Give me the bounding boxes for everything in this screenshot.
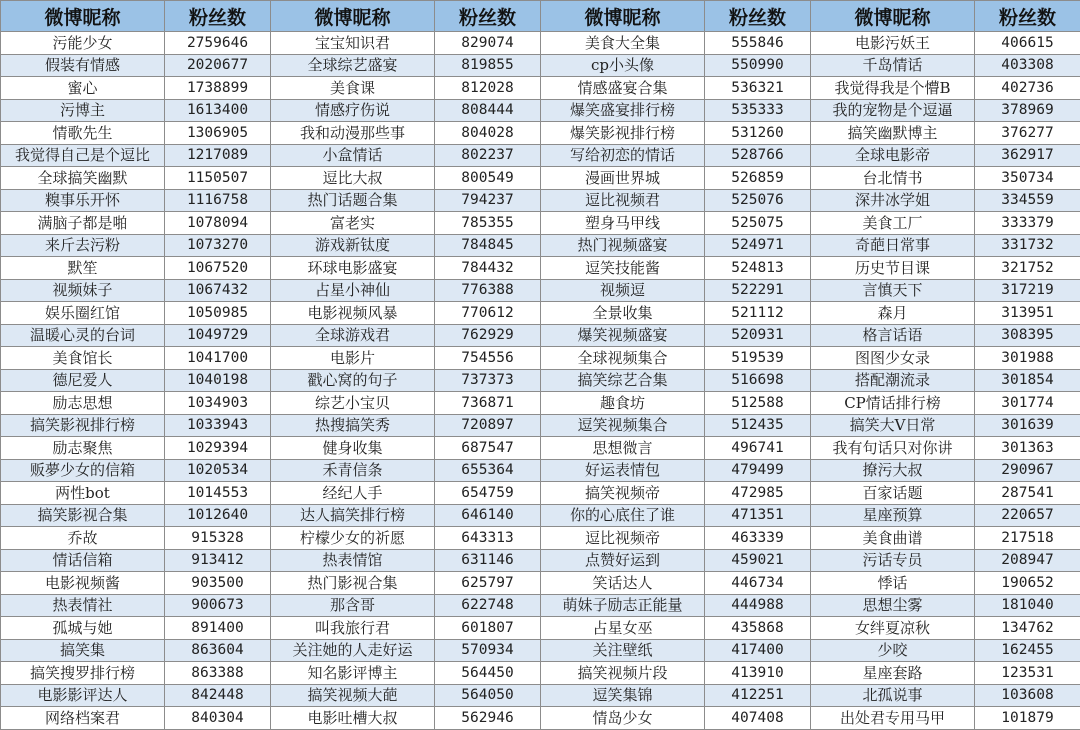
nickname-cell: 好运表情包 <box>541 459 705 482</box>
follower-count-cell: 564450 <box>435 662 541 685</box>
nickname-cell: 热门视频盛宴 <box>541 234 705 257</box>
follower-count-cell: 903500 <box>165 572 271 595</box>
header-followers: 粉丝数 <box>705 1 811 32</box>
follower-count-cell: 535333 <box>705 99 811 122</box>
follower-count-cell: 687547 <box>435 437 541 460</box>
follower-count-cell: 555846 <box>705 32 811 55</box>
nickname-cell: 撩污大叔 <box>811 459 975 482</box>
follower-count-cell: 444988 <box>705 594 811 617</box>
nickname-cell: 情话信箱 <box>1 549 165 572</box>
follower-count-cell: 785355 <box>435 212 541 235</box>
follower-count-cell: 2020677 <box>165 54 271 77</box>
follower-count-cell: 1067432 <box>165 279 271 302</box>
nickname-cell: 搞笑综艺合集 <box>541 369 705 392</box>
follower-count-cell: 646140 <box>435 504 541 527</box>
nickname-cell: 默笙 <box>1 257 165 280</box>
follower-count-cell: 754556 <box>435 347 541 370</box>
follower-count-cell: 406615 <box>975 32 1080 55</box>
nickname-cell: 占星小神仙 <box>271 279 435 302</box>
follower-count-cell: 842448 <box>165 684 271 707</box>
table-row <box>1 122 1080 145</box>
nickname-cell: 叫我旅行君 <box>271 617 435 640</box>
follower-count-cell: 334559 <box>975 189 1080 212</box>
follower-count-cell: 1306905 <box>165 122 271 145</box>
nickname-cell: 搭配潮流录 <box>811 369 975 392</box>
nickname-cell: 知名影评博主 <box>271 662 435 685</box>
nickname-cell: 励志聚焦 <box>1 437 165 460</box>
nickname-cell: 我的宠物是个逗逼 <box>811 99 975 122</box>
follower-count-cell: 564050 <box>435 684 541 707</box>
follower-count-cell: 525076 <box>705 189 811 212</box>
table-row <box>1 549 1080 572</box>
follower-count-cell: 863388 <box>165 662 271 685</box>
table-row <box>1 77 1080 100</box>
nickname-cell: 全球综艺盛宴 <box>271 54 435 77</box>
nickname-cell: 美食课 <box>271 77 435 100</box>
nickname-cell: 占星女巫 <box>541 617 705 640</box>
follower-count-cell: 770612 <box>435 302 541 325</box>
follower-count-cell: 562946 <box>435 707 541 730</box>
nickname-cell: 糗事乐开怀 <box>1 189 165 212</box>
follower-count-cell: 737373 <box>435 369 541 392</box>
follower-count-cell: 776388 <box>435 279 541 302</box>
follower-count-cell: 528766 <box>705 144 811 167</box>
follower-count-cell: 333379 <box>975 212 1080 235</box>
table-body <box>1 32 1080 730</box>
follower-count-cell: 720897 <box>435 414 541 437</box>
nickname-cell: 来斤去污粉 <box>1 234 165 257</box>
follower-count-cell: 1050985 <box>165 302 271 325</box>
follower-count-cell: 570934 <box>435 639 541 662</box>
nickname-cell: 全球电影帝 <box>811 144 975 167</box>
follower-count-cell: 407408 <box>705 707 811 730</box>
follower-count-cell: 808444 <box>435 99 541 122</box>
nickname-cell: CP情话排行榜 <box>811 392 975 415</box>
follower-count-cell: 1029394 <box>165 437 271 460</box>
table-row <box>1 99 1080 122</box>
follower-count-cell: 736871 <box>435 392 541 415</box>
nickname-cell: 全球视频集合 <box>541 347 705 370</box>
follower-count-cell: 812028 <box>435 77 541 100</box>
nickname-cell: 女绊夏凉秋 <box>811 617 975 640</box>
nickname-cell: 逗笑集锦 <box>541 684 705 707</box>
nickname-cell: 出处君专用马甲 <box>811 707 975 730</box>
nickname-cell: 那含哥 <box>271 594 435 617</box>
nickname-cell: 温暖心灵的台词 <box>1 324 165 347</box>
nickname-cell: 塑身马甲线 <box>541 212 705 235</box>
nickname-cell: 宝宝知识君 <box>271 32 435 55</box>
nickname-cell: 我有句话只对你讲 <box>811 437 975 460</box>
nickname-cell: 经纪人手 <box>271 482 435 505</box>
nickname-cell: 搞笑大V日常 <box>811 414 975 437</box>
nickname-cell: 满脑子都是啪 <box>1 212 165 235</box>
table-row <box>1 504 1080 527</box>
nickname-cell: 萌妹子励志正能量 <box>541 594 705 617</box>
follower-count-cell: 819855 <box>435 54 541 77</box>
table-row <box>1 437 1080 460</box>
nickname-cell: 热搜搞笑秀 <box>271 414 435 437</box>
follower-count-cell: 435868 <box>705 617 811 640</box>
header-nickname: 微博昵称 <box>1 1 165 32</box>
table-row <box>1 234 1080 257</box>
nickname-cell: 电影片 <box>271 347 435 370</box>
nickname-cell: 贩夢少女的信箱 <box>1 459 165 482</box>
follower-count-cell: 512435 <box>705 414 811 437</box>
nickname-cell: 全球游戏君 <box>271 324 435 347</box>
follower-count-cell: 412251 <box>705 684 811 707</box>
nickname-cell: 美食工厂 <box>811 212 975 235</box>
follower-count-cell: 524813 <box>705 257 811 280</box>
follower-count-cell: 512588 <box>705 392 811 415</box>
follower-count-cell: 308395 <box>975 324 1080 347</box>
nickname-cell: 电影污妖王 <box>811 32 975 55</box>
nickname-cell: 点赞好运到 <box>541 549 705 572</box>
nickname-cell: 蜜心 <box>1 77 165 100</box>
nickname-cell: 电影视频风暴 <box>271 302 435 325</box>
table-row <box>1 32 1080 55</box>
follower-count-cell: 525075 <box>705 212 811 235</box>
nickname-cell: 励志思想 <box>1 392 165 415</box>
follower-count-cell: 900673 <box>165 594 271 617</box>
nickname-cell: 热门影视合集 <box>271 572 435 595</box>
nickname-cell: 情感盛宴合集 <box>541 77 705 100</box>
follower-count-cell: 522291 <box>705 279 811 302</box>
table-row <box>1 212 1080 235</box>
nickname-cell: 百家话题 <box>811 482 975 505</box>
follower-count-cell: 134762 <box>975 617 1080 640</box>
nickname-cell: 综艺小宝贝 <box>271 392 435 415</box>
nickname-cell: 全景收集 <box>541 302 705 325</box>
nickname-cell: 搞笑视频帝 <box>541 482 705 505</box>
follower-count-cell: 913412 <box>165 549 271 572</box>
nickname-cell: 禾青信条 <box>271 459 435 482</box>
header-nickname: 微博昵称 <box>541 1 705 32</box>
table-row <box>1 459 1080 482</box>
follower-count-cell: 516698 <box>705 369 811 392</box>
nickname-cell: 趣食坊 <box>541 392 705 415</box>
follower-count-cell: 1034903 <box>165 392 271 415</box>
nickname-cell: 视频逗 <box>541 279 705 302</box>
nickname-cell: 全球搞笑幽默 <box>1 167 165 190</box>
follower-count-cell: 655364 <box>435 459 541 482</box>
nickname-cell: 假装有情感 <box>1 54 165 77</box>
follower-count-cell: 1073270 <box>165 234 271 257</box>
nickname-cell: 逗比视频君 <box>541 189 705 212</box>
nickname-cell: 搞笑视频片段 <box>541 662 705 685</box>
nickname-cell: 富老实 <box>271 212 435 235</box>
follower-count-cell: 1078094 <box>165 212 271 235</box>
follower-count-cell: 472985 <box>705 482 811 505</box>
nickname-cell: 关注壁纸 <box>541 639 705 662</box>
follower-count-cell: 631146 <box>435 549 541 572</box>
nickname-cell: 笑话达人 <box>541 572 705 595</box>
nickname-cell: 搞笑影视排行榜 <box>1 414 165 437</box>
nickname-cell: 写给初恋的情话 <box>541 144 705 167</box>
header-followers: 粉丝数 <box>435 1 541 32</box>
follower-count-cell: 829074 <box>435 32 541 55</box>
nickname-cell: 两性bot <box>1 482 165 505</box>
follower-count-cell: 784432 <box>435 257 541 280</box>
follower-count-cell: 446734 <box>705 572 811 595</box>
follower-count-cell: 301854 <box>975 369 1080 392</box>
follower-count-cell: 524971 <box>705 234 811 257</box>
follower-count-cell: 313951 <box>975 302 1080 325</box>
follower-count-cell: 350734 <box>975 167 1080 190</box>
nickname-cell: 逗比视频帝 <box>541 527 705 550</box>
follower-count-cell: 526859 <box>705 167 811 190</box>
follower-count-cell: 496741 <box>705 437 811 460</box>
table-row <box>1 707 1080 730</box>
follower-count-cell: 321752 <box>975 257 1080 280</box>
follower-count-cell: 181040 <box>975 594 1080 617</box>
follower-count-cell: 1041700 <box>165 347 271 370</box>
nickname-cell: 热门话题合集 <box>271 189 435 212</box>
follower-count-cell: 531260 <box>705 122 811 145</box>
follower-count-cell: 1150507 <box>165 167 271 190</box>
follower-count-cell: 301988 <box>975 347 1080 370</box>
nickname-cell: 网络档案君 <box>1 707 165 730</box>
nickname-cell: 逗笑技能酱 <box>541 257 705 280</box>
nickname-cell: 搞笑搜罗排行榜 <box>1 662 165 685</box>
follower-count-cell: 413910 <box>705 662 811 685</box>
nickname-cell: 奇葩日常事 <box>811 234 975 257</box>
nickname-cell: 我觉得我是个懵B <box>811 77 975 100</box>
nickname-cell: 美食馆长 <box>1 347 165 370</box>
table-row <box>1 527 1080 550</box>
nickname-cell: 思想尘雾 <box>811 594 975 617</box>
table-row <box>1 302 1080 325</box>
nickname-cell: 关注她的人走好运 <box>271 639 435 662</box>
follower-count-cell: 1020534 <box>165 459 271 482</box>
nickname-cell: 达人搞笑排行榜 <box>271 504 435 527</box>
table-row <box>1 639 1080 662</box>
nickname-cell: 电影影评达人 <box>1 684 165 707</box>
nickname-cell: 热表情馆 <box>271 549 435 572</box>
table-row <box>1 572 1080 595</box>
nickname-cell: 搞笑幽默博主 <box>811 122 975 145</box>
follower-count-cell: 301363 <box>975 437 1080 460</box>
follower-count-cell: 479499 <box>705 459 811 482</box>
table-row <box>1 684 1080 707</box>
table-row <box>1 189 1080 212</box>
table-row <box>1 324 1080 347</box>
nickname-cell: 柠檬少女的祈愿 <box>271 527 435 550</box>
nickname-cell: 娱乐圈红馆 <box>1 302 165 325</box>
table-row <box>1 662 1080 685</box>
follower-count-cell: 287541 <box>975 482 1080 505</box>
nickname-cell: 格言话语 <box>811 324 975 347</box>
follower-count-cell: 376277 <box>975 122 1080 145</box>
follower-count-cell: 804028 <box>435 122 541 145</box>
table-row <box>1 414 1080 437</box>
follower-count-cell: 536321 <box>705 77 811 100</box>
follower-count-cell: 840304 <box>165 707 271 730</box>
nickname-cell: 电影吐槽大叔 <box>271 707 435 730</box>
table-row <box>1 482 1080 505</box>
follower-count-cell: 417400 <box>705 639 811 662</box>
nickname-cell: 视频妹子 <box>1 279 165 302</box>
follower-count-cell: 301639 <box>975 414 1080 437</box>
nickname-cell: cp小头像 <box>541 54 705 77</box>
follower-count-cell: 362917 <box>975 144 1080 167</box>
table-row <box>1 347 1080 370</box>
nickname-cell: 我和动漫那些事 <box>271 122 435 145</box>
follower-count-cell: 1116758 <box>165 189 271 212</box>
nickname-cell: 情岛少女 <box>541 707 705 730</box>
follower-count-cell: 863604 <box>165 639 271 662</box>
follower-count-cell: 190652 <box>975 572 1080 595</box>
table-row <box>1 617 1080 640</box>
header-followers: 粉丝数 <box>165 1 271 32</box>
follower-count-cell: 1217089 <box>165 144 271 167</box>
follower-count-cell: 519539 <box>705 347 811 370</box>
table-row <box>1 279 1080 302</box>
nickname-cell: 爆笑影视排行榜 <box>541 122 705 145</box>
follower-count-cell: 463339 <box>705 527 811 550</box>
nickname-cell: 悸话 <box>811 572 975 595</box>
nickname-cell: 小盒情话 <box>271 144 435 167</box>
header-followers: 粉丝数 <box>975 1 1080 32</box>
nickname-cell: 逗笑视频集合 <box>541 414 705 437</box>
follower-count-cell: 217518 <box>975 527 1080 550</box>
follower-count-cell: 800549 <box>435 167 541 190</box>
follower-count-cell: 471351 <box>705 504 811 527</box>
nickname-cell: 爆笑盛宴排行榜 <box>541 99 705 122</box>
follower-count-cell: 2759646 <box>165 32 271 55</box>
table-row <box>1 54 1080 77</box>
follower-count-cell: 208947 <box>975 549 1080 572</box>
table-row <box>1 369 1080 392</box>
follower-count-cell: 301774 <box>975 392 1080 415</box>
nickname-cell: 图图少女录 <box>811 347 975 370</box>
follower-count-cell: 550990 <box>705 54 811 77</box>
table-row <box>1 594 1080 617</box>
nickname-cell: 游戏新钛度 <box>271 234 435 257</box>
follower-count-cell: 643313 <box>435 527 541 550</box>
follower-count-cell: 654759 <box>435 482 541 505</box>
follower-count-cell: 520931 <box>705 324 811 347</box>
nickname-cell: 千岛情话 <box>811 54 975 77</box>
nickname-cell: 星座预算 <box>811 504 975 527</box>
follower-count-cell: 331732 <box>975 234 1080 257</box>
nickname-cell: 北孤说事 <box>811 684 975 707</box>
follower-count-cell: 625797 <box>435 572 541 595</box>
nickname-cell: 美食曲谱 <box>811 527 975 550</box>
nickname-cell: 健身收集 <box>271 437 435 460</box>
header-nickname: 微博昵称 <box>811 1 975 32</box>
table-row <box>1 257 1080 280</box>
table-row <box>1 392 1080 415</box>
nickname-cell: 环球电影盛宴 <box>271 257 435 280</box>
nickname-cell: 德尼爱人 <box>1 369 165 392</box>
follower-count-cell: 521112 <box>705 302 811 325</box>
follower-count-cell: 1738899 <box>165 77 271 100</box>
header-nickname: 微博昵称 <box>271 1 435 32</box>
nickname-cell: 星座套路 <box>811 662 975 685</box>
nickname-cell: 我觉得自己是个逗比 <box>1 144 165 167</box>
nickname-cell: 思想微言 <box>541 437 705 460</box>
follower-count-cell: 290967 <box>975 459 1080 482</box>
follower-count-cell: 402736 <box>975 77 1080 100</box>
follower-count-cell: 378969 <box>975 99 1080 122</box>
follower-count-cell: 1040198 <box>165 369 271 392</box>
table-header <box>1 1 1080 32</box>
follower-count-cell: 317219 <box>975 279 1080 302</box>
nickname-cell: 搞笑视频大葩 <box>271 684 435 707</box>
nickname-cell: 乔故 <box>1 527 165 550</box>
nickname-cell: 言慎天下 <box>811 279 975 302</box>
follower-count-cell: 162455 <box>975 639 1080 662</box>
nickname-cell: 污话专员 <box>811 549 975 572</box>
nickname-cell: 搞笑影视合集 <box>1 504 165 527</box>
follower-count-cell: 101879 <box>975 707 1080 730</box>
nickname-cell: 美食大全集 <box>541 32 705 55</box>
nickname-cell: 历史节目课 <box>811 257 975 280</box>
table-row <box>1 144 1080 167</box>
follower-count-cell: 1049729 <box>165 324 271 347</box>
follower-count-cell: 1014553 <box>165 482 271 505</box>
nickname-cell: 戳心窝的句子 <box>271 369 435 392</box>
nickname-cell: 森月 <box>811 302 975 325</box>
nickname-cell: 污能少女 <box>1 32 165 55</box>
nickname-cell: 热表情社 <box>1 594 165 617</box>
follower-count-cell: 802237 <box>435 144 541 167</box>
nickname-cell: 污博主 <box>1 99 165 122</box>
nickname-cell: 电影视频酱 <box>1 572 165 595</box>
follower-count-cell: 459021 <box>705 549 811 572</box>
nickname-cell: 爆笑视频盛宴 <box>541 324 705 347</box>
follower-count-cell: 1033943 <box>165 414 271 437</box>
follower-count-cell: 784845 <box>435 234 541 257</box>
follower-count-cell: 1012640 <box>165 504 271 527</box>
follower-count-cell: 601807 <box>435 617 541 640</box>
follower-count-cell: 403308 <box>975 54 1080 77</box>
follower-count-cell: 762929 <box>435 324 541 347</box>
follower-count-cell: 1613400 <box>165 99 271 122</box>
nickname-cell: 漫画世界城 <box>541 167 705 190</box>
nickname-cell: 搞笑集 <box>1 639 165 662</box>
follower-count-cell: 794237 <box>435 189 541 212</box>
nickname-cell: 少咬 <box>811 639 975 662</box>
nickname-cell: 逗比大叔 <box>271 167 435 190</box>
follower-count-cell: 103608 <box>975 684 1080 707</box>
nickname-cell: 孤城与她 <box>1 617 165 640</box>
nickname-cell: 你的心底住了谁 <box>541 504 705 527</box>
follower-count-cell: 1067520 <box>165 257 271 280</box>
follower-count-cell: 622748 <box>435 594 541 617</box>
nickname-cell: 情歌先生 <box>1 122 165 145</box>
follower-count-cell: 220657 <box>975 504 1080 527</box>
follower-count-cell: 915328 <box>165 527 271 550</box>
follower-count-cell: 123531 <box>975 662 1080 685</box>
nickname-cell: 深井冰学姐 <box>811 189 975 212</box>
follower-count-cell: 891400 <box>165 617 271 640</box>
nickname-cell: 情感疗伤说 <box>271 99 435 122</box>
header-row <box>1 1 1080 32</box>
table-row <box>1 167 1080 190</box>
nickname-cell: 台北情书 <box>811 167 975 190</box>
